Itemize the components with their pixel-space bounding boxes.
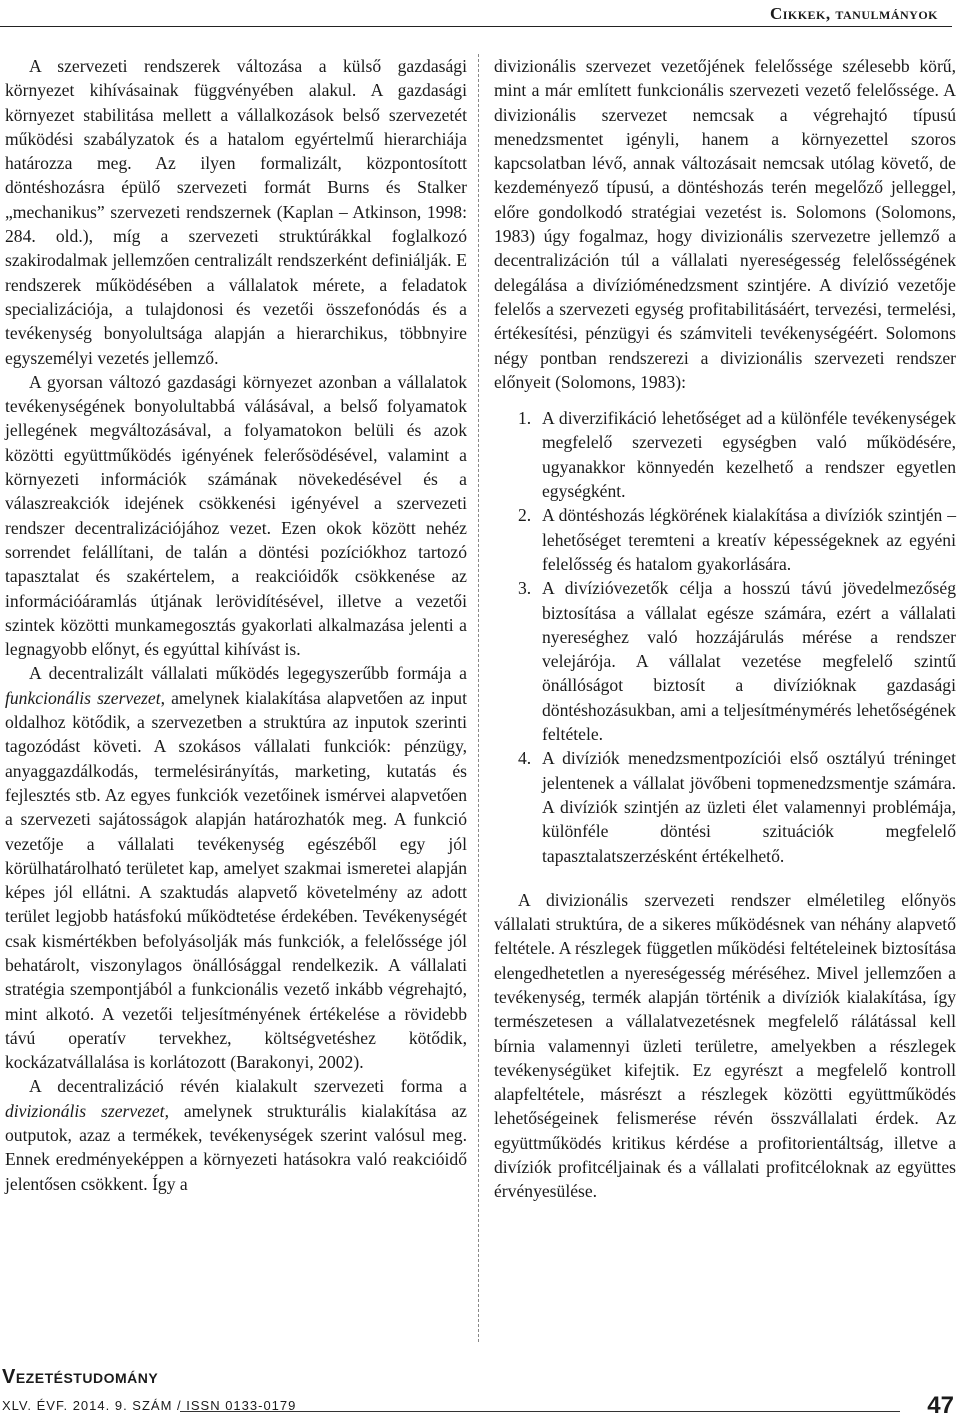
list-item (494, 746, 956, 867)
list-number: 4. (518, 748, 532, 769)
left-column (5, 54, 467, 1196)
paragraph (5, 1074, 467, 1195)
paragraph: A szervezeti rendszerek változása a külső gazdasági környezet kihívásainak függvényében alakul. A gazdasági környezet stabilitása mellett a vállalkozások belső szervezetét működési szabályzatok és a hatalom egyértelmű hierarchiája határozza meg. Az ilyen formalizált, központosított döntéshozásra épülő szervezeti formát Burns és Stalker „mechanikus” szervezeti rendszernek (Kaplan – Atkinson, 1998: 284. old.), míg a szervezeti struktúrákkal foglalkozó szakirodalmak jellemzően centralizált rendszerként definiálják. E rendszerek működésében a vállalatok mérete, a feladatok specializációja, a tulajdonosi és vezetői összefonódás és a tevékenység bonyolultsága alapján a hierarchikus, többnyire egyszemélyi vezetés jellemző. (5, 56, 467, 368)
paragraph-text: , amelynek kialakítása alapvetően az input oldalhoz kötődik, a szervezetben a struktúra az inputok szerinti tagozódást követi. A szokásos vállalati funkciók: pénzügy, anyaggazdálkodás, termelésirányítás, marketing, kutatás és fejlesztés stb. Az egyes funkciók vezetőinek ismérvei alapvetően a szervezeti sajátosságok alapján határozhatók meg. A funkció vezetője a vállalati tevékenység egészéből egy jól körülhatárolható területet kap, amelyet szakmai ismeretei alapján képes jól ellátni. A szaktudás alapvető követelmény az adott terület legjobb hatásfokú működtetése érdekében. Tevékenységét csak kismértékben befolyásolják más funkciók, a felelőssége jól behatárolt, viszonylagos önállósággal rendelkezik. A vállalati stratégia szempontjából a funkcionális vezető inkább végrehajtó, mint alkotó. A vezetői teljesítményének értékelése a rövidebb távú operatív tervekhez, költségvetéshez kötődik, kockázatvállalása is korlátozott (Barakonyi, 2002). (5, 687, 467, 1073)
header-rule (0, 26, 952, 27)
right-column (494, 54, 956, 1204)
column-divider (478, 54, 479, 1342)
list-item (494, 503, 956, 576)
paragraph (5, 661, 467, 1074)
paragraph-text: , amelynek strukturális kialakítása az outputok, azaz a termékek, tevékenységek szerint valósul meg. Ennek eredményeképpen a környezeti hatásokra való reakcióidő jelentősen csökkent. Így a (5, 1100, 467, 1194)
footer-rule (180, 1411, 900, 1412)
list-number: 3. (518, 578, 532, 599)
list-number: 1. (518, 408, 532, 429)
paragraph-text: A decentralizáció révén kialakult szervezeti forma a (29, 1076, 467, 1097)
paragraph: A divizionális szervezeti rendszer elméletileg előnyös vállalati struktúra, de a sikeres működésnek van néhány alapvető feltétele. A részlegek független működési feltételeinek biztosítása elengedhetetlen a nyereségesség méréséhez. Mivel jellemzően a tevékenység, termék alapján történik a divíziók kialakítása, így természetesen a vállalatvezetésnek megfelelő rálátással kell bírnia valamennyi üzleti területre, amelyekben a részlegek tevékenységüket kifejtik. Ez egyrészt a megfelelő kontroll alapfeltétele, másrészt a részlegek közötti együttműködés lehetőségeinek felismerése révén összvállalati érdek. Az együttműködés kritikus kérdése a profitorientáltság, illetve a divíziók profitcéljainak és a vállalati profitcéloknak az együttes érvényesülése. (494, 889, 956, 1202)
paragraph: A gyorsan változó gazdasági környezet azonban a vállalatok tevékenységének bonyolultabbá válásával, a belső folyamatok jellegének megváltozásával, a folyamatokon belüli és azok közötti együttműködés igényének felerősödésével, valamint a környezeti információk számának növekedésével és a válaszreakciók idejének csökkenési igényével a szervezeti rendszer decentralizációjához vezet. Ezen okok között nehéz sorrendet felállítani, de talán a döntési pozíciókhoz tartozó tapasztalat és szakértelem, a reakcióidők csökkenése az információáramlás útjának lerövidítésével, illetve a vezetői szintek közötti munkamegosztás gyakorlati alkalmazása jelenti a legnagyobb előnyt, és egyúttal kihívást is. (5, 371, 467, 660)
list-item-text: A döntéshozás légkörének kialakítása a divíziók szintjén – lehetőséget teremteni a kreatív képességeknek az egyéni felelősség és hatalom gyakorlására. (542, 505, 956, 574)
list-number: 2. (518, 505, 532, 526)
issue-info: XLV. ÉVF. 2014. 9. SZÁM / ISSN 0133-0179 (2, 1398, 297, 1413)
paragraph-text: A decentralizált vállalati működés legegyszerűbb formája a (29, 663, 467, 684)
section-header: Cikkek, tanulmányok (769, 4, 938, 23)
list-item (494, 576, 956, 746)
advantages-list (494, 406, 956, 868)
list-item-text: A divíziók menedzsmentpozíciói első osztályú tréninget jelentenek a vállalat jövőbeni topmenedzsmentje számára. A divíziók szintjén az üzleti élet valamennyi problémája, különféle döntési szituációk megfelelő tapasztalatszerzésként értékelhető. (542, 748, 956, 866)
list-item-text: A divízióvezetők célja a hosszú távú jövedelmezőség biztosítása a vállalat egésze számára, ezért a vállalati nyereséghez való hozzájárulás mérése a rendszer velejárója. A vállalat vezetése megfelelő szintű önállóságot biztosít a divízióknak gazdasági döntéshozásukban, ami a teljesítménymérés lehetőségének feltétele. (542, 578, 956, 745)
page-number: 47 (927, 1392, 954, 1419)
journal-title: Vezetéstudomány (2, 1366, 159, 1388)
term-emphasis: funkcionális szervezet (5, 687, 161, 708)
list-item (494, 406, 956, 503)
paragraph: divizionális szervezet vezetőjének felelőssége szélesebb körű, mint a már említett funkcionális szervezeti vezető felelőssége. A divizionális szervezet nemcsak a végrehajtó típusú menedzsmentet igényli, hanem a környezettel szoros kapcsolatban lévő, annak változásait nemcsak utólag követő, de kezdeményező típusú, a döntéshozás terén megelőző jelleggel, előre gondolkodó stratégiai vezetést is. Solomons (Solomons, 1983) úgy fogalmaz, hogy divizionális szervezetre jellemző a decentralizáción túl a vállalati nyereségesség felelősségének delegálása a divízióménedzsment szintjére. A divízió vezetője felelős a szervezeti egység profitabilitásáért, tervezési, termelési, értékesítési, pénzügyi és számviteli tevékenységéért. Solomons négy pontban rendszerezi a divizionális szervezeti rendszer előnyeit (Solomons, 1983): (494, 56, 956, 392)
term-emphasis: divizionális szervezet (5, 1100, 165, 1121)
list-item-text: A diverzifikáció lehetőséget ad a különféle tevékenységek megfelelő szervezeti egységben való működésére, ugyanakkor könnyedén kezelhető a rendszer egyetlen egységként. (542, 408, 956, 502)
